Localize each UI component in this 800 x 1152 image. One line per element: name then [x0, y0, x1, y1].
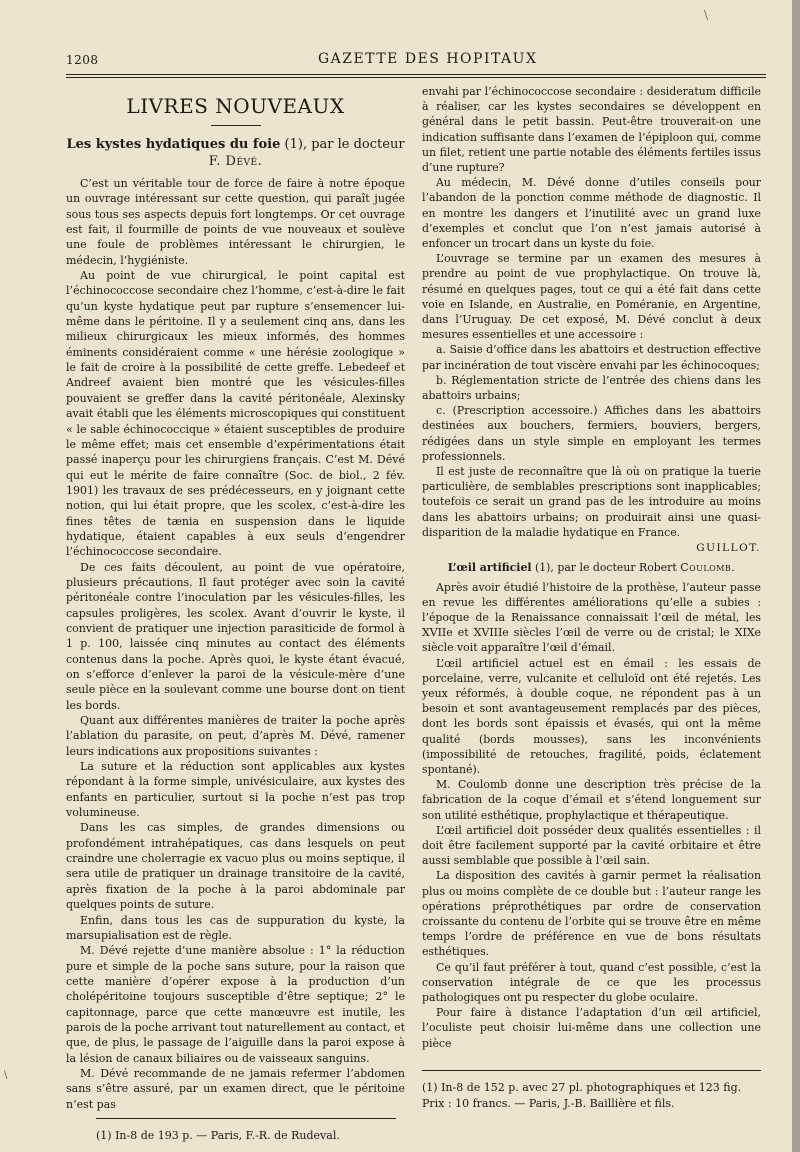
- header-rule-bottom: [66, 77, 766, 78]
- book-author: F. Dévé.: [208, 154, 263, 169]
- footnote-ref: (1): [284, 137, 303, 152]
- paragraph: Pour faire à distance l’adaptation d’un œil artificiel, l’oculiste peut choisir lui-même dans une collection une pièce: [422, 1006, 761, 1050]
- paragraph: Au point de vue chirurgical, le point capital est l’échinococcose secondaire chez l’homme, c’est-à-dire le fait qu’un kyste hydatique peut par rupture s’ensemencer lui-même dans le péritoine. Il y a seulement cinq ans, dans les milieux chirurgicaux les mieux informés, des hommes éminents considéraient comme « une hérésie zoologique » le fait de croire à la possibilité de cette greffe. Lebedeef et Andreef avaient bien montré que les vésicules-filles pouvaient se greffer dans la cavité péritonéale, Alexinsky avait établi que les éléments microscopiques qui constituent « le sable échinococcique » étaient susceptibles de produire le même effet; mais cet ensemble d’expérimentations était passé inaperçu pour les chirurgiens français. C’est M. Dévé qui eut le mérite de faire connaître (Soc. de biol., 2 fév. 1901) les travaux de ses prédécesseurs, en y joignant cette notion, qui lui était propre, que les scolex, c’est-à-dire les fines têtes de tænia en suspension dans le liquide hydatique, étaient capables à eux seuls d’engendrer l’échinococcose secondaire.: [66, 269, 405, 559]
- book-title: L’œil artificiel: [447, 561, 532, 575]
- paragraph: Après avoir étudié l’histoire de la prothèse, l’auteur passe en revue les différentes améliorations qu’elle a subies : l’époque de la Renaissance connaissait l’œil de métal, les XVIIe et XVIIIe siècles l’œil de verre ou de cristal; le XIXe siècle voit apparaître l’œil d’émail.: [422, 580, 761, 655]
- paragraph: M. Coulomb donne une description très précise de la fabrication de la coque d’émail et s’étend longuement sur son utilité esthétique, prophylactique et thérapeutique.: [422, 778, 761, 822]
- margin-mark: \: [4, 1070, 8, 1081]
- footnote-rule-left: [96, 1118, 396, 1119]
- book-review-header: [66, 136, 405, 170]
- paragraph: Quant aux différentes manières de traiter la poche après l’ablation du parasite, on peut, d’après M. Dévé, ramener leurs indications aux propositions suivantes :: [66, 714, 405, 758]
- paragraph: C’est un véritable tour de force de faire à notre époque un ouvrage intéressant sur cette question, qui paraît jugée sous tous ses aspects depuis fort longtemps. Or cet ouvrage est fait, il fourmille de points de vue nouveaux et soulève une foule de problèmes intéressant le chirurgien, le médecin, l’hygiéniste.: [66, 177, 405, 267]
- book-title: Les kystes hydatiques du foie: [66, 137, 281, 152]
- page-number: 1208: [66, 53, 99, 67]
- list-item: b. Réglementation stricte de l’entrée des chiens dans les abattoirs urbains;: [422, 373, 761, 403]
- right-column: [422, 84, 761, 1051]
- paragraph: Enfin, dans tous les cas de suppuration du kyste, la marsupialisation est de règle.: [66, 913, 405, 942]
- reviewer-signature: GUILLOT.: [696, 542, 761, 555]
- paragraph: Dans les cas simples, de grandes dimensions ou profondément intrahépatiques, cas dans lesquels on peut craindre une cholerragie ex vacuo plus ou moins septique, il sera utile de pratiquer un drainage transitoire de la cavité, après fixation de la poche à la paroi abdominale par quelques points de suture.: [66, 821, 405, 912]
- header-rule-top: [66, 74, 766, 75]
- page-edge-shadow: [792, 0, 800, 1152]
- footnote-rule-right: [422, 1070, 761, 1071]
- paragraph: De ces faits découlent, au point de vue opératoire, plusieurs précautions. Il faut protéger avec soin la cavité péritonéale contre l’inoculation par les vésicules-filles, les capsules proligères, les scolex. Avant d’ouvrir le kyste, il convient de pratiquer une injection parasiticide de formol à 1 p. 100, laissée cinq minutes au contact des éléments contenus dans la poche. Après quoi, le kyste étant évacué, on s’efforce d’enlever la paroi de la vésicule-mère d’une seule pièce en la soulevant comme une bourse dont on tient les bords.: [66, 560, 405, 712]
- scan-mark: \: [704, 8, 709, 22]
- list-item: c. (Prescription accessoire.) Affiches dans les abattoirs destinées aux bouchers, fermiers, bouviers, bergers, rédigées dans un style simple en employant les termes professionnels.: [422, 404, 761, 463]
- book-byline: , par le docteur Robert: [550, 561, 677, 575]
- paragraph: L’ouvrage se termine par un examen des mesures à prendre au point de vue prophylactique. On trouve là, résumé en quelques pages, tout ce qui a été fait dans cette voie en Islande, en Australie, en Poméranie, en Argentine, dans l’Uruguay. De cet exposé, M. Dévé conclut à deux mesures essentielles et une accessoire :: [422, 252, 761, 342]
- paragraph: L’œil artificiel doit posséder deux qualités essentielles : il doit être facilement supporté par la cavité orbitaire et être aussi semblable que possible à l’œil sain.: [422, 823, 761, 868]
- paragraph: M. Dévé recommande de ne jamais refermer l’abdomen sans s’être assuré, par un examen direct, que le péritoine n’est pas: [66, 1066, 405, 1111]
- paragraph: La suture et la réduction sont applicables aux kystes répondant à la forme simple, univésiculaire, aux kystes des enfants en particulier, surtout si la poche n’est pas trop volumineuse.: [66, 760, 405, 820]
- left-column: [66, 84, 405, 1112]
- book-byline: , par le docteur: [302, 137, 405, 152]
- paragraph: M. Dévé rejette d’une manière absolue : 1° la réduction pure et simple de la poche sans suture, pour la raison que cette manière d’opérer expose à la production d’un cholépéritoine toujours susceptible d’être septique; 2° le capitonnage, parce que cette manœuvre est inutile, les parois de la poche arrivant tout naturellement au contact, et que, de plus, le passage de l’aiguille dans la paroi expose à la lésion de canaux biliaires ou de vaisseaux sanguins.: [66, 944, 405, 1065]
- heading-rule: [211, 125, 261, 126]
- section-heading: LIVRES NOUVEAUX: [126, 94, 345, 118]
- footnote-right: (1) In-8 de 152 p. avec 27 pl. photographiques et 123 fig. Prix : 10 francs. — Paris, J.-B. Baillière et fils.: [422, 1081, 742, 1110]
- paragraph: La disposition des cavités à garnir permet la réalisation plus ou moins complète de ce double but : l’auteur range les opérations préprothétiques par ordre de conservation croissante du contenu de l’orbite qui se trouve être en même temps l’ordre de préférence en vue de bons résultats esthétiques.: [422, 869, 761, 959]
- paragraph: L’œil artificiel actuel est en émail : les essais de porcelaine, verre, vulcanite et celluloïd ont été rejetés. Les yeux réformés, à double coque, ne répondent pas à un besoin et sont avantageusement remplacés par des pièces, dont les bords sont épaissis et évasés, qui ont la même qualité (bords mousses), sans les inconvénients (impossibilité de retouches, fragilité, poids, éclatement spontané).: [422, 656, 761, 776]
- paragraph: Ce qu’il faut préférer à tout, quand c’est possible, c’est la conservation intégrale de ce que les processus pathologiques ont pu respecter du globe oculaire.: [422, 960, 761, 1004]
- paragraph: Il est juste de reconnaître que là où on pratique la tuerie particulière, de semblables prescriptions sont inapplicables; toutefois ce serait un grand pas de les introduire au moins dans les abattoirs urbains; on produirait ainsi une quasi-disparition de la maladie hydatique en France.: [422, 465, 761, 539]
- paragraph: envahi par l’échinococcose secondaire : desideratum difficile à réaliser, car les kystes secondaires se développent en général dans le petit bassin. Peut-être trouverait-on une indication suffisante dans l’examen de l’épiploon qui, comme un filet, retient une partie notable des éléments fertiles issus d’une rupture?: [422, 85, 761, 175]
- footnote-ref: (1): [534, 561, 551, 575]
- book-author: Coulomb.: [680, 561, 736, 575]
- paragraph: Au médecin, M. Dévé donne d’utiles conseils pour l’abandon de la ponction comme méthode de diagnostic. Il en montre les dangers et l’inutilité avec un grand luxe d’exemples et conclut que l’on n’est jamais autorisé à enfoncer un trocart dans un kyste du foie.: [422, 176, 761, 251]
- book-review-header-2: [422, 560, 761, 575]
- footnote-left: (1) In-8 de 193 p. — Paris, F.-R. de Rudeval.: [96, 1129, 340, 1142]
- list-item: a. Saisie d’office dans les abattoirs et destruction effective par incinération de tout viscère envahi par les échinocoques;: [422, 343, 761, 372]
- running-title: GAZETTE DES HOPITAUX: [318, 51, 538, 67]
